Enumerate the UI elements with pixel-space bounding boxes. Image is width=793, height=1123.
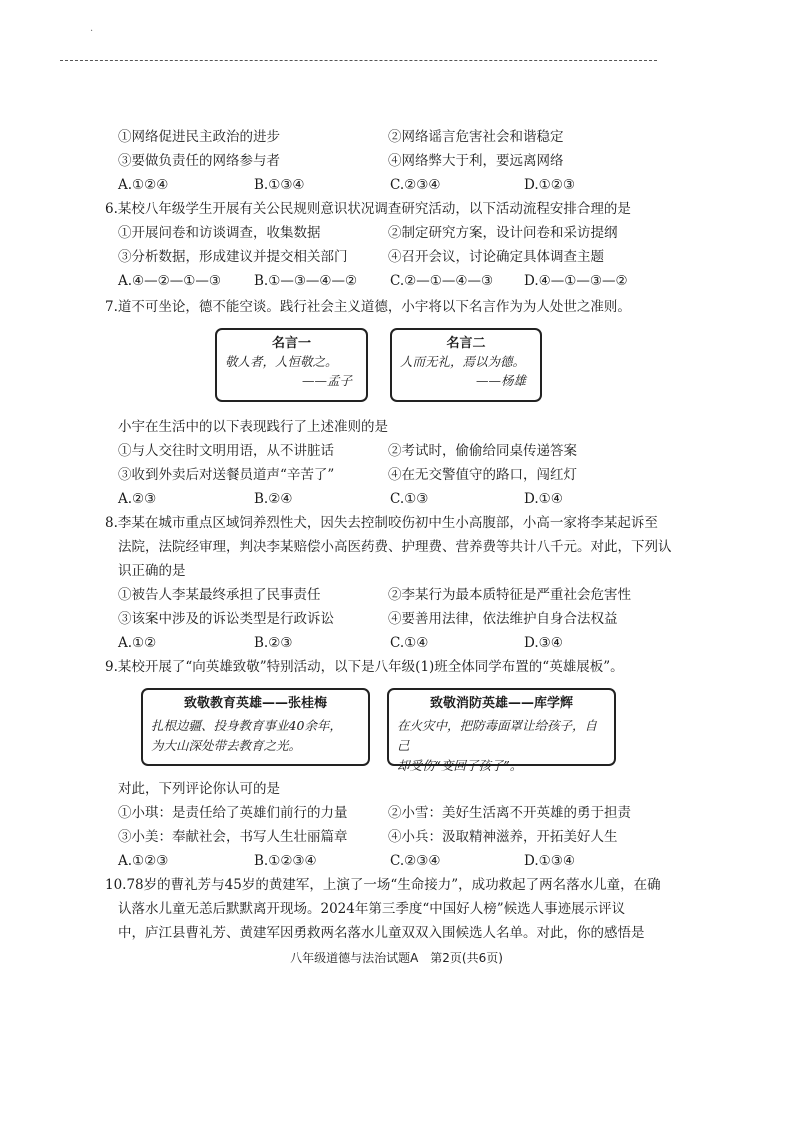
hero-board-2: [387, 688, 616, 773]
quote-box-1-title: 名言一: [271, 336, 311, 351]
hero-board-1-text-2: 为大山深处带去教育之光。: [151, 738, 302, 753]
q9-option-3: ③小美：奉献社会，书写人生壮丽篇章: [118, 829, 348, 845]
q8-option-2: ②李某行为最本质特征是严重社会危害性: [388, 587, 631, 603]
hero-board-1-text-1: 扎根边疆、投身教育事业40余年，: [151, 718, 342, 733]
q8-choice-d: D.③④: [524, 635, 563, 651]
page-footer: 八年级道德与法治试题A 第2页(共6页): [290, 951, 503, 965]
question-6-stem: 6.某校八年级学生开展有关公民规则意识状况调查研究活动，以下活动流程安排合理的是: [105, 201, 631, 217]
q9-choice-c: C.②③④: [390, 853, 441, 869]
option-4: ④网络弊大于利，要远离网络: [388, 153, 564, 169]
quote-box-1: [215, 328, 368, 402]
q8-option-1: ①被告人李某最终承担了民事责任: [118, 587, 321, 603]
question-8-line-3: 识正确的是: [118, 563, 186, 579]
q9-option-2: ②小雪：美好生活离不开英雄的勇于担责: [388, 805, 631, 821]
question-9-stem: 9.某校开展了“向英雄致敬”特别活动，以下是八年级(1)班全体同学布置的“英雄展板”。: [105, 659, 624, 675]
question-8-line-1: 8.李某在城市重点区域饲养烈性犬，因失去控制咬伤初中生小高腹部，小高一家将李某起诉至: [105, 515, 658, 531]
q6-choice-a: A.④—②—①—③: [118, 273, 221, 289]
quote-box-2-author: ——杨雄: [475, 373, 526, 388]
q6-choice-b: B.①—③—④—②: [254, 273, 358, 289]
option-1: ①网络促进民主政治的进步: [118, 129, 280, 145]
question-10-line-1: 10.78岁的曹礼芳与45岁的黄建军，上演了一场“生命接力”，成功救起了两名落水儿童，在确: [105, 877, 661, 893]
quote-box-2: [390, 328, 542, 402]
q8-choice-b: B.②③: [254, 635, 293, 651]
q9-option-4: ④小兵：汲取精神滋养，开拓美好人生: [388, 829, 618, 845]
q7-choice-d: D.①④: [524, 491, 563, 507]
q7-choice-a: A.②③: [118, 491, 157, 507]
choice-a: A.①②④: [118, 177, 169, 193]
question-10-line-2: 认落水儿童无恙后默默离开现场。2024年第三季度“中国好人榜”候选人事迹展示评议: [118, 901, 626, 917]
hero-board-1: [141, 688, 370, 766]
q6-option-1: ①开展问卷和访谈调查，收集数据: [118, 225, 321, 241]
q9-choice-d: D.①③④: [524, 853, 575, 869]
scan-mark: ·: [90, 26, 94, 37]
hero-board-2-title: 致敬消防英雄——库学辉: [429, 696, 573, 711]
q6-option-3: ③分析数据，形成建议并提交相关部门: [118, 249, 348, 265]
q7-choice-b: B.②④: [254, 491, 293, 507]
header-divider: [60, 60, 657, 61]
q6-choice-c: C.②—①—④—③: [390, 273, 494, 289]
question-7-stem: 7.道不可坐论，德不能空谈。践行社会主义道德，小宇将以下名言作为为人处世之准则。: [105, 299, 631, 315]
quote-box-2-title: 名言二: [446, 336, 486, 351]
option-3: ③要做负责任的网络参与者: [118, 153, 280, 169]
q8-choice-c: C.①④: [390, 635, 429, 651]
q6-choice-d: D.④—①—③—②: [524, 273, 628, 289]
q7-choice-c: C.①③: [390, 491, 429, 507]
quote-box-2-text: 人而无礼，焉以为德。: [400, 354, 526, 369]
q7-option-3: ③收到外卖后对送餐员道声“辛苦了”: [118, 467, 335, 483]
q7-subquestion: 小宇在生活中的以下表现践行了上述准则的是: [118, 419, 388, 435]
q6-option-2: ②制定研究方案，设计问卷和采访提纲: [388, 225, 618, 241]
choice-d: D.①②③: [524, 177, 575, 193]
choice-c: C.②③④: [390, 177, 441, 193]
q6-option-4: ④召开会议，讨论确定具体调查主题: [388, 249, 604, 265]
q9-choice-b: B.①②③④: [254, 853, 317, 869]
q9-option-1: ①小琪：是责任给了英雄们前行的力量: [118, 805, 348, 821]
q7-option-1: ①与人交往时文明用语，从不讲脏话: [118, 443, 334, 459]
q7-option-4: ④在无交警值守的路口，闯红灯: [388, 467, 577, 483]
quote-box-1-text: 敬人者，人恒敬之。: [225, 354, 338, 369]
q8-choice-a: A.①②: [118, 635, 157, 651]
q9-choice-a: A.①②③: [118, 853, 169, 869]
question-8-line-2: 法院，法院经审理，判决李某赔偿小高医药费、护理费、营养费等共计八千元。对此，下列认: [118, 539, 672, 555]
choice-b: B.①③④: [254, 177, 305, 193]
q9-subquestion: 对此，下列评论你认可的是: [118, 781, 280, 797]
hero-board-1-title: 致敬教育英雄——张桂梅: [183, 696, 327, 711]
hero-board-2-text-2: 却受伤“变回了孩子”。: [397, 758, 523, 773]
q7-option-2: ②考试时，偷偷给同桌传递答案: [388, 443, 577, 459]
quote-box-1-author: ——孟子: [301, 373, 352, 388]
q8-option-4: ④要善用法律，依法维护自身合法权益: [388, 611, 618, 627]
q8-option-3: ③该案中涉及的诉讼类型是行政诉讼: [118, 611, 334, 627]
option-2: ②网络谣言危害社会和谐稳定: [388, 129, 564, 145]
question-10-line-3: 中，庐江县曹礼芳、黄建军因勇救两名落水儿童双双入围候选人名单。对此，你的感悟是: [118, 925, 645, 941]
hero-board-2-text-1: 在火灾中，把防毒面罩让给孩子，自己: [397, 718, 598, 753]
